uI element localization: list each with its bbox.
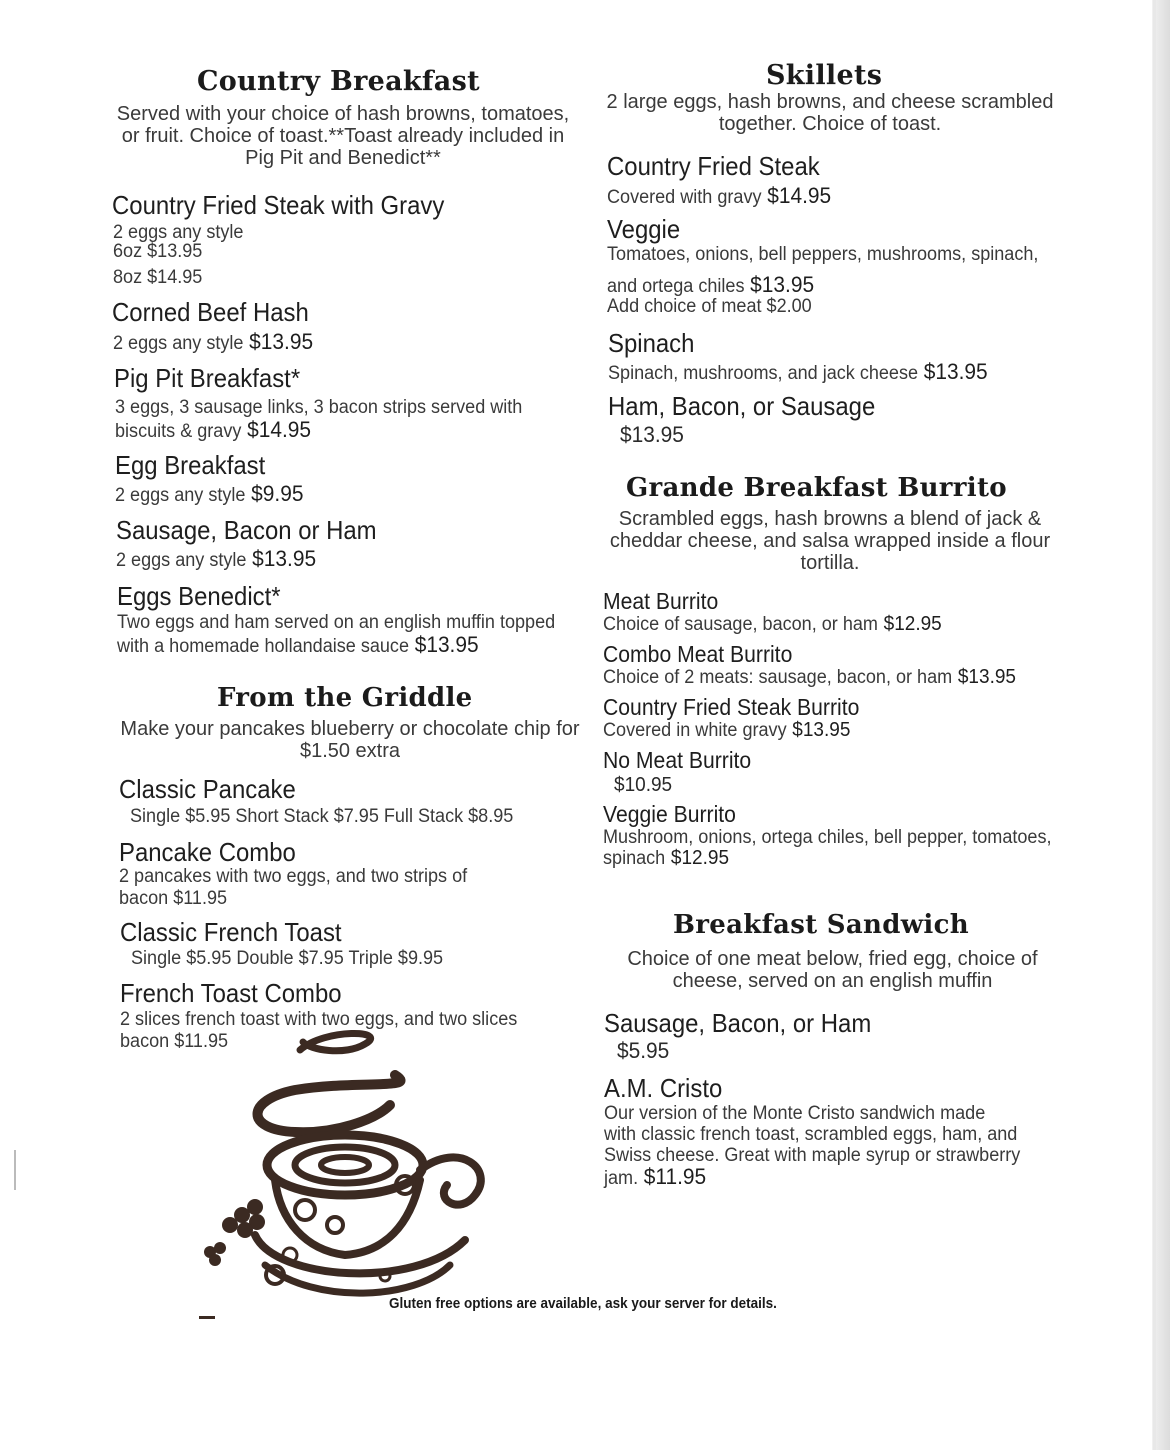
price: $14.95: [247, 417, 312, 442]
sandwich-subtitle: Choice of one meat below, fried egg, choice of cheese, served on an english muffin: [627, 948, 1038, 992]
item-skillet-country-fried-steak: Country Fried Steak: [607, 151, 820, 181]
price: $13.95: [249, 329, 314, 354]
item-combo-meat-burrito-desc: Choice of 2 meats: sausage, bacon, or ham $13.95: [603, 666, 1016, 688]
skillets-title: Skillets: [766, 60, 883, 91]
grande-burrito-title: Grande Breakfast Burrito: [626, 473, 1007, 503]
item-sausage-bacon-ham: Sausage, Bacon or Ham: [116, 515, 377, 545]
skillets-subtitle: 2 large eggs, hash browns, and cheese scrambled together. Choice of toast.: [606, 91, 1054, 135]
item-classic-french-toast: Classic French Toast: [120, 917, 342, 947]
item-skillet-ham-bacon-sausage-price: $13.95: [620, 422, 684, 447]
griddle-subtitle: Make your pancakes blueberry or chocolate chip for $1.50 extra: [120, 718, 580, 762]
price: $14.95: [767, 183, 832, 208]
item-french-toast-combo: French Toast Combo: [120, 978, 342, 1008]
item-pancake-combo-desc: 2 pancakes with two eggs, and two strips of bacon $11.95: [119, 866, 468, 909]
country-breakfast-title: Country Breakfast: [197, 66, 480, 97]
item-veggie-burrito-desc: Mushroom, onions, ortega chiles, bell pepper, tomatoes, spinach $12.95: [603, 827, 1052, 869]
item-corned-beef-hash-desc: 2 eggs any style $13.95: [113, 329, 314, 354]
item-meat-burrito: Meat Burrito: [603, 588, 719, 614]
item-country-fried-steak-burrito-desc: Covered in white gravy $13.95: [603, 719, 851, 741]
item-country-fried-steak-gravy-desc: 2 eggs any style 6oz $13.95 8oz $14.95: [113, 222, 244, 288]
price: $13.95: [252, 546, 317, 571]
price: $11.95: [643, 1164, 707, 1189]
price: $13.95: [923, 359, 988, 384]
item-pig-pit-breakfast-desc: 3 eggs, 3 sausage links, 3 bacon strips served with biscuits & gravy $14.95: [115, 397, 523, 442]
price: $13.95: [957, 666, 1016, 688]
item-skillet-ham-bacon-sausage: Ham, Bacon, or Sausage: [608, 391, 876, 421]
item-french-toast-combo-desc: 2 slices french toast with two eggs, and two slices bacon $11.95: [120, 1009, 518, 1052]
price: $9.95: [251, 481, 304, 506]
item-sandwich-sausage-bacon-ham: Sausage, Bacon, or Ham: [604, 1008, 872, 1038]
item-pig-pit-breakfast: Pig Pit Breakfast*: [114, 363, 301, 393]
country-breakfast-subtitle: Served with your choice of hash browns, tomatoes, or fruit. Choice of toast.**Toast already included in Pig Pit and Benedict**: [116, 103, 570, 169]
item-am-cristo-desc: Our version of the Monte Cristo sandwich made with classic french toast, scrambled eggs, ham, and Swiss cheese. Great with maple syrup or strawberry jam. $11.95: [604, 1103, 1021, 1189]
item-am-cristo: A.M. Cristo: [604, 1073, 723, 1103]
item-country-fried-steak-gravy: Country Fried Steak with Gravy: [112, 190, 445, 220]
item-skillet-veggie-desc: Tomatoes, onions, bell peppers, mushrooms, spinach, and ortega chiles $13.95 Add choice of meat $2.00: [607, 244, 1039, 317]
item-sausage-bacon-ham-desc: 2 eggs any style $13.95: [116, 546, 317, 571]
item-pancake-combo: Pancake Combo: [119, 837, 296, 867]
item-veggie-burrito: Veggie Burrito: [603, 801, 736, 827]
item-eggs-benedict: Eggs Benedict*: [117, 581, 281, 611]
item-classic-pancake: Classic Pancake: [119, 774, 296, 804]
item-no-meat-burrito: No Meat Burrito: [603, 747, 752, 773]
scan-mark: [14, 1150, 16, 1190]
item-meat-burrito-desc: Choice of sausage, bacon, or ham $12.95: [603, 613, 942, 635]
item-skillet-spinach: Spinach: [608, 328, 695, 358]
item-egg-breakfast: Egg Breakfast: [115, 450, 266, 480]
price: $13.95: [792, 719, 851, 741]
item-corned-beef-hash: Corned Beef Hash: [112, 297, 309, 327]
gluten-free-note: Gluten free options are available, ask your server for details.: [389, 1295, 777, 1312]
item-sandwich-sausage-bacon-ham-price: $5.95: [617, 1038, 670, 1063]
item-no-meat-burrito-price: $10.95: [614, 774, 673, 796]
burrito-subtitle: Scrambled eggs, hash browns a blend of jack & cheddar cheese, and salsa wrapped inside a flour tortilla.: [609, 508, 1051, 574]
item-combo-meat-burrito: Combo Meat Burrito: [603, 641, 793, 667]
item-skillet-veggie: Veggie: [607, 214, 681, 244]
coffee-cup-icon: [185, 1020, 505, 1320]
price: $13.95: [750, 272, 815, 297]
price: $12.95: [670, 847, 730, 869]
price: $13.95: [414, 632, 479, 657]
breakfast-sandwich-title: Breakfast Sandwich: [673, 910, 969, 940]
item-skillet-spinach-desc: Spinach, mushrooms, and jack cheese $13.95: [608, 359, 988, 384]
item-country-fried-steak-burrito: Country Fried Steak Burrito: [603, 694, 860, 720]
item-skillet-country-fried-steak-desc: Covered with gravy $14.95: [607, 183, 832, 208]
price: $12.95: [883, 613, 942, 635]
item-eggs-benedict-desc: Two eggs and ham served on an english muffin topped with a homemade hollandaise sauce $13.95: [117, 612, 556, 657]
scan-edge-line: [1153, 0, 1156, 1450]
item-classic-french-toast-desc: Single $5.95 Double $7.95 Triple $9.95: [131, 948, 444, 969]
from-the-griddle-title: From the Griddle: [217, 683, 473, 713]
item-classic-pancake-desc: Single $5.95 Short Stack $7.95 Full Stack $8.95: [130, 806, 514, 827]
item-egg-breakfast-desc: 2 eggs any style $9.95: [115, 481, 304, 506]
